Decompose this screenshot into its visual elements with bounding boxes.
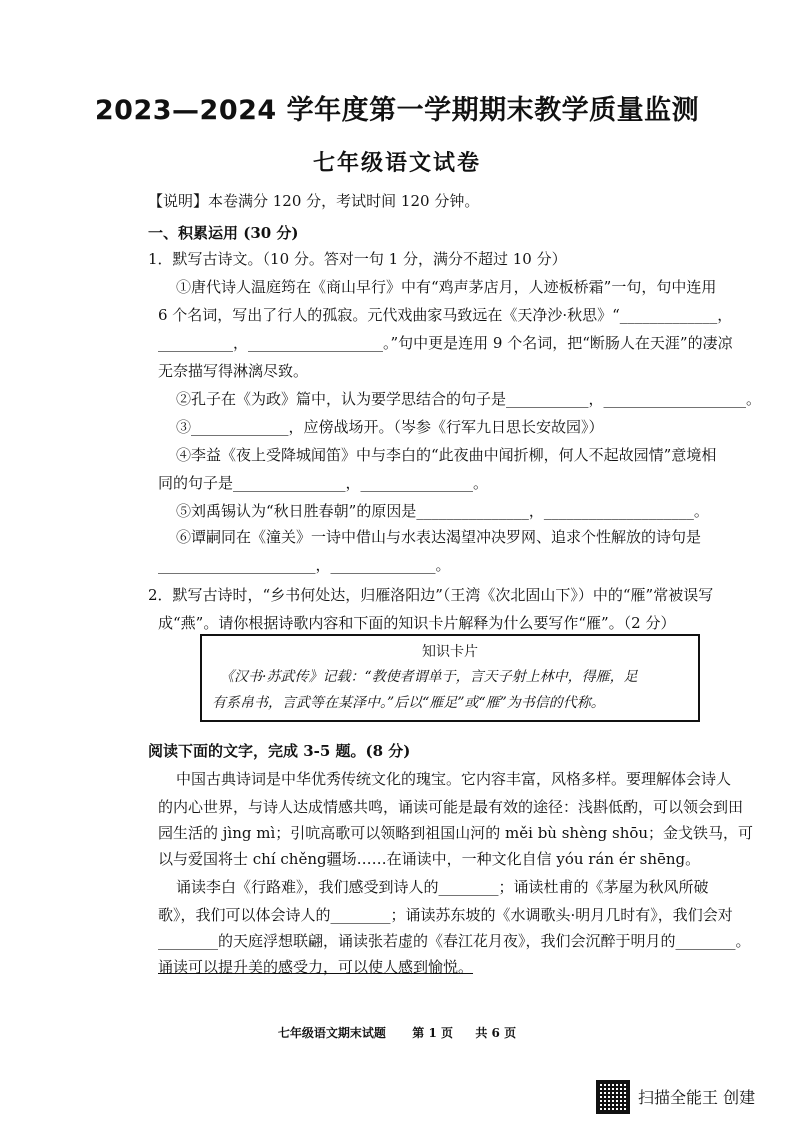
q1-item5: ⑤刘禹锡认为“秋日胜春朝”的原因是_______________，____________________。 xyxy=(176,502,709,520)
q1-item4-line2: 同的句子是_______________，_______________。 xyxy=(158,474,489,492)
reading-para1-line1: 中国古典诗词是中华优秀传统文化的瑰宝。它内容丰富，风格多样。要理解体会诗人 xyxy=(176,770,732,788)
footer-page: 第 1 页 xyxy=(412,1026,453,1040)
reading-heading: 阅读下面的文字，完成 3-5 题。(8 分) xyxy=(148,742,411,760)
knowledge-card-line1: 《汉书·苏武传》记载：“教使者谓单于，言天子射上林中，得雁，足 xyxy=(220,669,638,685)
footer-total: 共 6 页 xyxy=(475,1026,517,1040)
scanner-watermark: 扫描全能王 创建 xyxy=(638,1088,756,1107)
knowledge-card-title: 知识卡片 xyxy=(422,644,478,660)
q1-item2: ②孔子在《为政》篇中，认为要学思结合的句子是___________，___________________。 xyxy=(176,390,762,408)
knowledge-card-line2: 有系帛书，言武等在某泽中。”后以“雁足”或“雁”为书信的代称。 xyxy=(212,695,605,711)
q1-item1-line4: 无奈描写得淋漓尽致。 xyxy=(158,362,309,380)
q1-item6-line2: _____________________，______________。 xyxy=(158,556,451,574)
page-footer xyxy=(0,1024,794,1041)
reading-para1-line4: 以与爱国将士 chí chěng疆场……在诵读中，一种文化自信 yóu rán ér shēng。 xyxy=(158,850,701,868)
reading-underlined-sentence: 诵读可以提升美的感受力，可以使人感到愉悦。 xyxy=(158,958,474,976)
footer-course: 七年级语文期末试题 xyxy=(277,1026,386,1040)
q2-stem-line1: 2．默写古诗时，“乡书何处达，归雁洛阳边”（王湾《次北固山下》）中的“雁”常被误写 xyxy=(148,586,714,604)
q1-stem: 1．默写古诗文。（10 分。答对一句 1 分，满分不超过 10 分） xyxy=(148,250,567,268)
qr-code-icon xyxy=(596,1080,630,1114)
reading-para2-line1: 诵读李白《行路难》，我们感受到诗人的________；诵读杜甫的《茅屋为秋风所破 xyxy=(176,878,709,896)
section-heading: 一、积累运用 (30 分) xyxy=(148,224,299,242)
q1-item1-line3: __________，__________________。”句中更是连用 9 个名词，把“断肠人在天涯”的凄凉 xyxy=(158,334,733,352)
reading-para2-line2: 歌》，我们可以体会诗人的________；诵读苏东坡的《水调歌头·明月几时有》，我们会对 xyxy=(158,906,733,924)
exam-title: 2023—2024 学年度第一学期期末教学质量监测 xyxy=(94,95,700,126)
q1-item3: ③_____________，应傍战场开。（岑参《行军九日思长安故园》） xyxy=(176,418,604,436)
reading-para2-line3: ________的天庭浮想联翩，诵读张若虚的《春江花月夜》，我们会沉醉于明月的________。 xyxy=(158,932,751,950)
q1-item1-line1: ①唐代诗人温庭筠在《商山早行》中有“鸡声茅店月，人迹板桥霜”一句，句中连用 xyxy=(176,278,717,296)
q1-item4-line1: ④李益《夜上受降城闻笛》中与李白的“此夜曲中闻折柳，何人不起故园情”意境相 xyxy=(176,446,717,464)
reading-para1-line2: 的内心世界，与诗人达成情感共鸣，诵读可能是最有效的途径：浅斟低酌，可以领会到田 xyxy=(158,798,744,816)
q1-item1-line2: 6 个名词，写出了行人的孤寂。元代戏曲家马致远在《天净沙·秋思》“_____________， xyxy=(158,306,733,324)
reading-para1-line3: 园生活的 jìng mì；引吭高歌可以领略到祖国山河的 měi bù shèng shōu；金戈铁马，可 xyxy=(158,824,754,842)
exam-subtitle: 七年级语文试卷 xyxy=(312,151,481,176)
q1-item6-line1: ⑥谭嗣同在《潼关》一诗中借山与水表达渴望冲决罗网、追求个性解放的诗句是 xyxy=(176,528,702,546)
q2-stem-line2: 成“燕”。请你根据诗歌内容和下面的知识卡片解释为什么要写作“雁”。（2 分） xyxy=(158,614,676,632)
instructions: 【说明】本卷满分 120 分，考试时间 120 分钟。 xyxy=(148,192,480,210)
